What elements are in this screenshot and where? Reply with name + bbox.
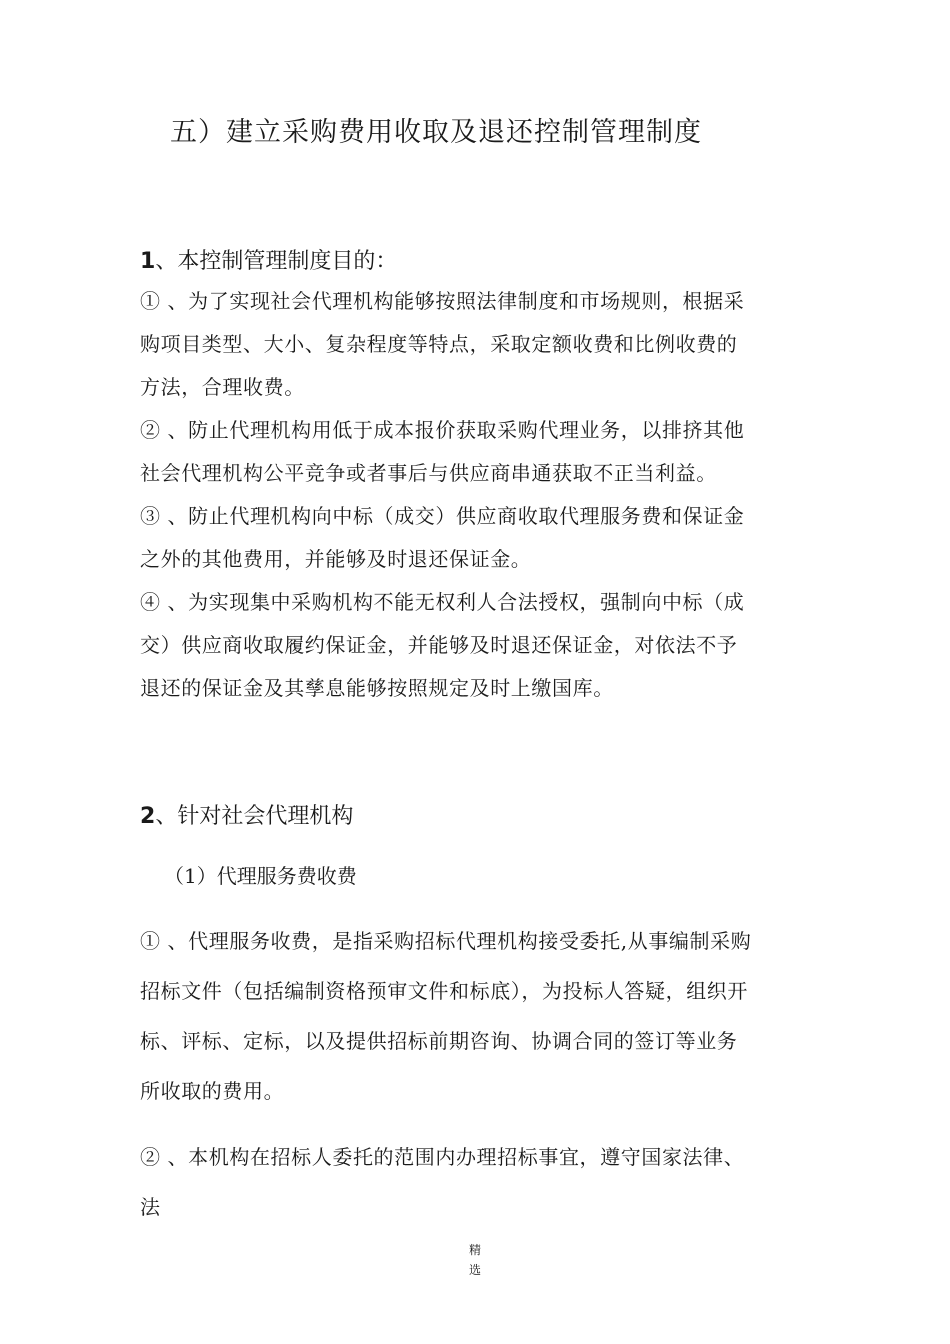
section-2-paragraph-2 [140,1132,820,1232]
body-line: 购项目类型、大小、复杂程度等特点，采取定额收费和比例收费的 [140,332,738,356]
section-1-number: 1 [140,249,156,274]
body-line: ③ 、防止代理机构向中标（成交）供应商收取代理服务费和保证金 [140,504,745,528]
section-1-heading [140,244,397,275]
footer-char: 选 [468,1263,481,1277]
page-footer [465,1240,485,1280]
section-2-paragraph-1 [140,916,820,1116]
body-line: 招标文件（包括编制资格预审文件和标底），为投标人答疑，组织开 [140,979,748,1003]
section-2-number: 2 [140,804,156,829]
body-line: 社会代理机构公平竞争或者事后与供应商串通获取不正当利益。 [140,461,717,485]
body-line: 所收取的费用。 [140,1079,285,1103]
body-line: ② 、防止代理机构用低于成本报价获取采购代理业务，以排挤其他 [140,418,745,442]
body-line: 标、评标、定标，以及提供招标前期咨询、协调合同的签订等业务 [140,1029,738,1053]
footer-char: 精 [468,1243,481,1257]
section-2-heading [140,799,353,830]
document-title: 五）建立采购费用收取及退还控制管理制度 [170,117,702,148]
body-line: ① 、为了实现社会代理机构能够按照法律制度和市场规则，根据采 [140,289,745,313]
body-line: ① 、代理服务收费，是指采购招标代理机构接受委托,从事编制采购 [140,929,752,953]
body-line: ④ 、为实现集中采购机构不能无权利人合法授权，强制向中标（成 [140,590,745,614]
body-line: ② 、本机构在招标人委托的范围内办理招标事宜，遵守国家法律、 [140,1145,745,1169]
body-line: 方法，合理收费。 [140,375,305,399]
body-line: 交）供应商收取履约保证金，并能够及时退还保证金，对依法不予 [140,633,738,657]
body-line: 之外的其他费用，并能够及时退还保证金。 [140,547,532,571]
section-2-subheading: （1）代理服务费收费 [164,864,357,888]
section-1-body [140,280,820,710]
body-line: 法 [140,1195,161,1219]
body-line: 退还的保证金及其孳息能够按照规定及时上缴国库。 [140,676,614,700]
section-2-heading-text: 、针对社会代理机构 [155,804,354,829]
section-1-heading-text: 、本控制管理制度目的： [155,249,398,274]
